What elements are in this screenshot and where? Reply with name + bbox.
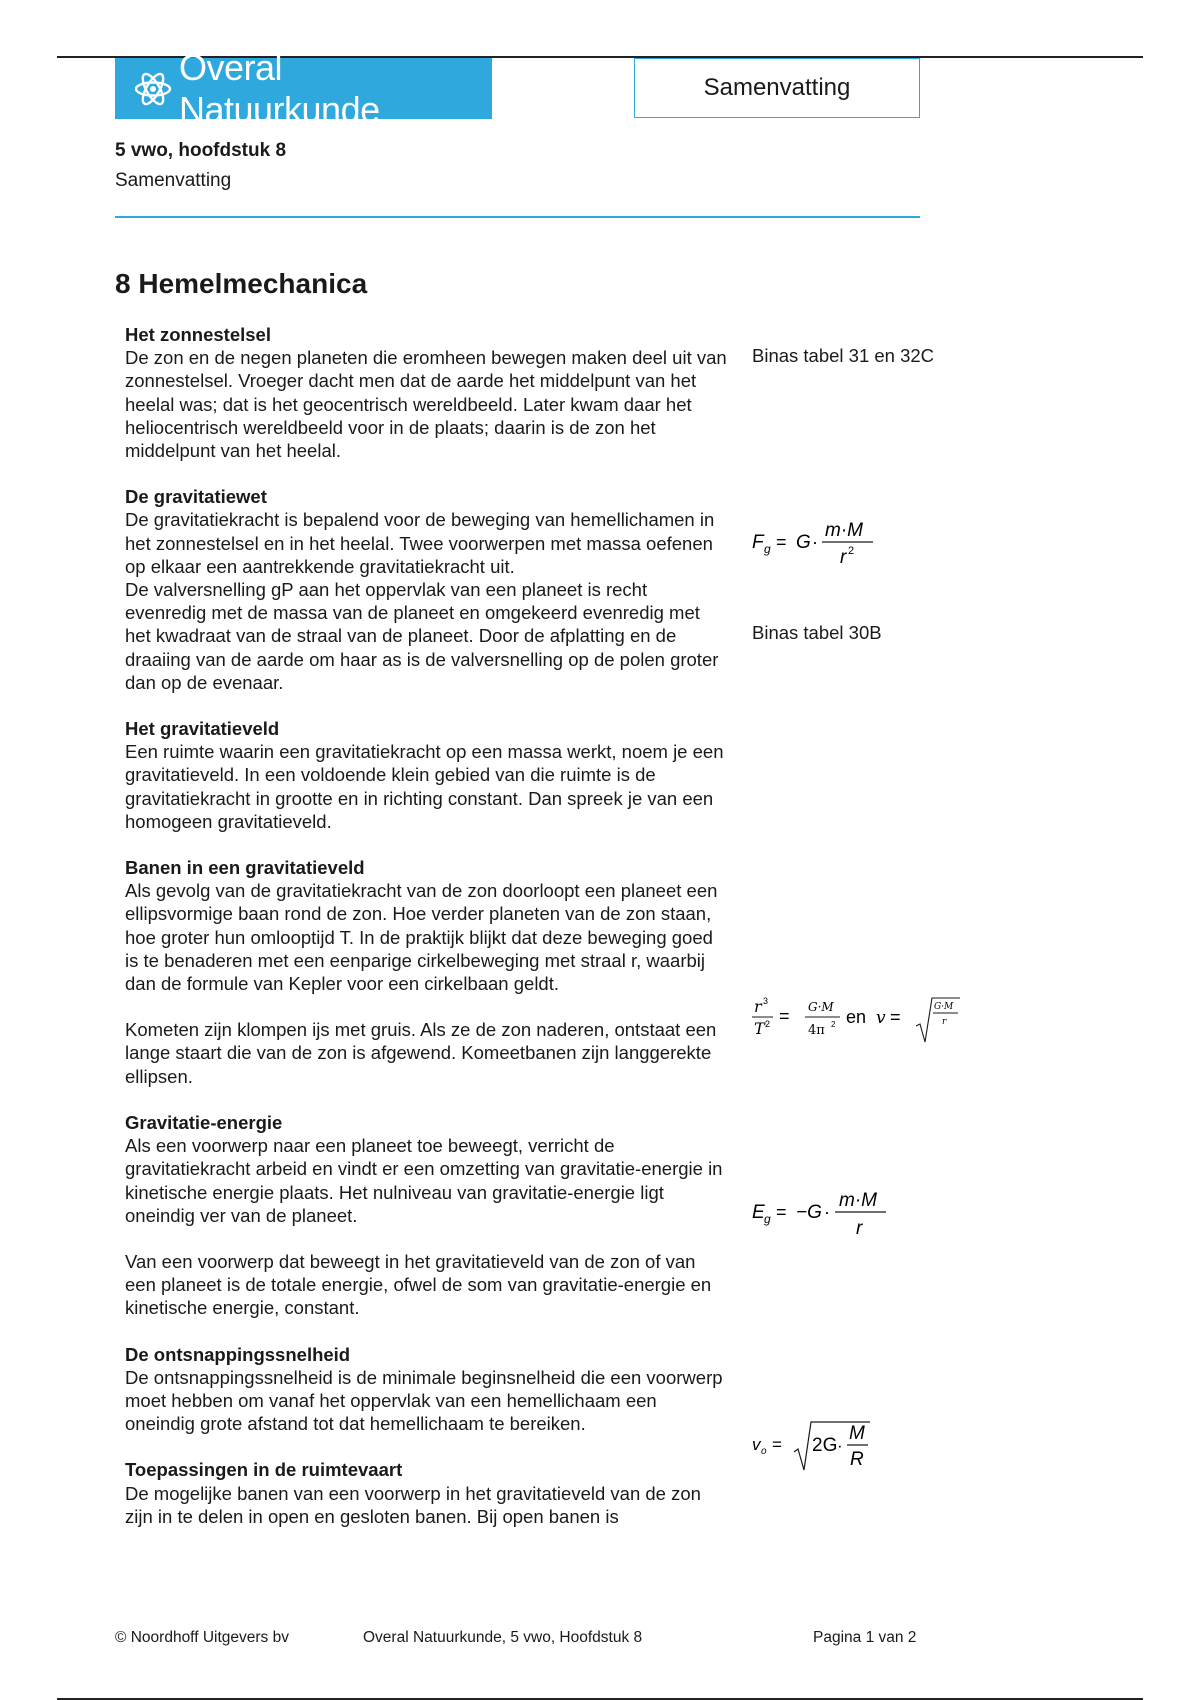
formula-subscript: g bbox=[764, 1212, 771, 1226]
formula-denominator: T bbox=[754, 1019, 765, 1038]
document-subtitle: Samenvatting bbox=[115, 170, 232, 191]
formula-equals: = bbox=[779, 1006, 790, 1026]
section-text: Van een voorwerp dat beweegt in het gravitatieveld van de zon of van een planeet is de totale energie, ofwel de som van gravitatie-energie en kinetische energie, constant. bbox=[125, 1250, 712, 1319]
section-gravitatie-energie bbox=[125, 1111, 730, 1320]
section-text: Als een voorwerp naar een planeet toe beweegt, verricht de gravitatiekracht arbeid en vindt er een omzetting van gravitatie-energie in kinetische energie plaats. Het nulniveau van gravitatie-energie ligt oneindig ver van de planeet. bbox=[125, 1135, 723, 1226]
section-text: De ontsnappingssnelheid is de minimale beginsnelheid die een voorwerp moet hebben om vanaf het oppervlak van een hemellichaam een oneindig grote afstand tot dat hemellichaam te bereiken. bbox=[125, 1366, 723, 1435]
section-gravitatiewet bbox=[125, 485, 730, 694]
formula-exponent: 2 bbox=[848, 545, 855, 557]
publisher-logo bbox=[115, 46, 492, 130]
formula-gravitation-energy bbox=[752, 1188, 902, 1252]
section-heading: Banen in een gravitatieveld bbox=[125, 857, 365, 879]
section-text: De valversnelling gP aan het oppervlak van een planeet is recht evenredig met de massa van de planeet en omgekeerd evenredig met het kwadraat van de straal van de planeet. Door de afplatting en de draaiing van de aarde om haar as is de valversnelling op de polen groter dan op de evenaar. bbox=[125, 579, 719, 693]
header-divider bbox=[115, 216, 920, 218]
formula-equals: = bbox=[776, 532, 787, 552]
formula-numerator: G·M bbox=[934, 1002, 954, 1012]
formula-denominator: R bbox=[850, 1449, 864, 1470]
formula-denominator: 4π bbox=[808, 1023, 825, 1038]
formula-constant: G bbox=[796, 532, 811, 553]
formula-equals: = bbox=[776, 1202, 787, 1222]
section-banen bbox=[125, 856, 730, 1088]
formula-denominator: r bbox=[840, 547, 847, 568]
formula-exponent: 2 bbox=[765, 1019, 771, 1029]
section-ruimtevaart bbox=[125, 1458, 730, 1528]
formula-gravitation-force bbox=[752, 518, 882, 582]
formula-symbol: E bbox=[752, 1202, 765, 1223]
formula-denominator: r bbox=[942, 1017, 947, 1027]
formula-numerator: M bbox=[849, 1423, 865, 1444]
formula-dot: · bbox=[824, 1202, 830, 1222]
formula-numerator: r bbox=[754, 997, 762, 1016]
formula-exponent: 3 bbox=[763, 996, 769, 1006]
section-gravitatieveld bbox=[125, 717, 730, 833]
formula-equals: = bbox=[772, 1435, 782, 1454]
section-heading: Gravitatie-energie bbox=[125, 1111, 283, 1133]
section-ontsnappingssnelheid bbox=[125, 1343, 730, 1436]
section-heading: De ontsnappingssnelheid bbox=[125, 1343, 351, 1365]
footer-page-number: Pagina 1 van 2 bbox=[813, 1629, 917, 1646]
formula-numerator: m·M bbox=[825, 520, 863, 541]
section-heading: Het gravitatieveld bbox=[125, 718, 280, 740]
formula-escape-velocity bbox=[752, 1418, 882, 1478]
formula-subscript: o bbox=[761, 1446, 767, 1457]
footer-book-title: Overal Natuurkunde, 5 vwo, Hoofdstuk 8 bbox=[363, 1629, 643, 1646]
formula-symbol: v bbox=[752, 1435, 761, 1454]
formula-joiner: en bbox=[846, 1007, 867, 1027]
chapter-title: 8 Hemelmechanica bbox=[115, 268, 368, 299]
formula-exponent: 2 bbox=[831, 1020, 836, 1029]
section-zonnestelsel bbox=[125, 323, 730, 462]
formula-equals: = bbox=[890, 1007, 901, 1027]
formula-dot: · bbox=[812, 532, 818, 552]
formula-symbol: v bbox=[876, 1008, 886, 1028]
section-text: Kometen zijn klompen ijs met gruis. Als ze de zon naderen, ontstaat een lange staart die van de zon is afgewend. Komeetbanen zijn langgerekte ellipsen. bbox=[125, 1019, 717, 1087]
logo-text: Overal Natuurkunde bbox=[178, 46, 380, 130]
atom-icon bbox=[133, 69, 173, 109]
formula-symbol: F bbox=[752, 532, 764, 553]
section-text: Als gevolg van de gravitatiekracht van de zon doorloopt een planeet een ellipsvormige baan rond de zon. Hoe verder planeten van de zon staan, hoe groter hun omlooptijd T. In de praktijk blijkt dat deze beweging goed is te benaderen met een eenparige cirkelbeweging met straal r, waarbij dan de formule van Kepler voor een cirkelbaan geldt. bbox=[125, 880, 718, 995]
binas-reference-2: Binas tabel 30B bbox=[752, 622, 882, 643]
formula-coefficient: 2G bbox=[812, 1435, 838, 1456]
summary-body bbox=[125, 323, 730, 1551]
document-type-box bbox=[634, 58, 920, 118]
section-heading: Het zonnestelsel bbox=[125, 324, 271, 345]
formula-subscript: g bbox=[764, 542, 771, 556]
formula-numerator: G·M bbox=[808, 1000, 834, 1014]
document-type-label: Samenvatting bbox=[703, 74, 851, 101]
section-text: De zon en de negen planeten die eromheen bewegen maken deel uit van zonnestelsel. Vroeger dacht men dat de aarde het middelpunt van het heelal was; dat is het geocentrisch wereldbeeld. Later kwam daar het heliocentrisch wereldbeeld voor in de plaats; daarin is de zon het middelpunt van het heelal. bbox=[125, 347, 727, 462]
formula-dot: · bbox=[837, 1436, 843, 1455]
footer-copyright: © Noordhoff Uitgevers bv bbox=[115, 1629, 289, 1646]
bottom-rule bbox=[57, 1698, 1143, 1700]
section-text: Een ruimte waarin een gravitatiekracht op een massa werkt, noem je een gravitatieveld. In een voldoende klein gebied van die ruimte is de gravitatiekracht in grootte en in richting constant. Dan spreek je van een homogeen gravitatieveld. bbox=[125, 741, 724, 832]
section-heading: De gravitatiewet bbox=[125, 486, 267, 508]
binas-reference-1: Binas tabel 31 en 32C bbox=[752, 345, 935, 366]
formula-kepler bbox=[752, 994, 962, 1046]
course-title: 5 vwo, hoofdstuk 8 bbox=[115, 140, 287, 161]
formula-constant: −G bbox=[796, 1202, 822, 1223]
section-text: De gravitatiekracht is bepalend voor de beweging van hemellichamen in het zonnestelsel en in het heelal. Twee voorwerpen met massa oefenen op elkaar een aantrekkende gravitatiekracht uit. bbox=[125, 509, 715, 577]
section-text: De mogelijke banen van een voorwerp in het gravitatieveld van de zon zijn in te delen in open en gesloten banen. Bij open banen is bbox=[125, 1482, 701, 1527]
section-heading: Toepassingen in de ruimtevaart bbox=[125, 1459, 403, 1481]
formula-denominator: r bbox=[856, 1218, 863, 1239]
formula-numerator: m·M bbox=[839, 1190, 877, 1211]
